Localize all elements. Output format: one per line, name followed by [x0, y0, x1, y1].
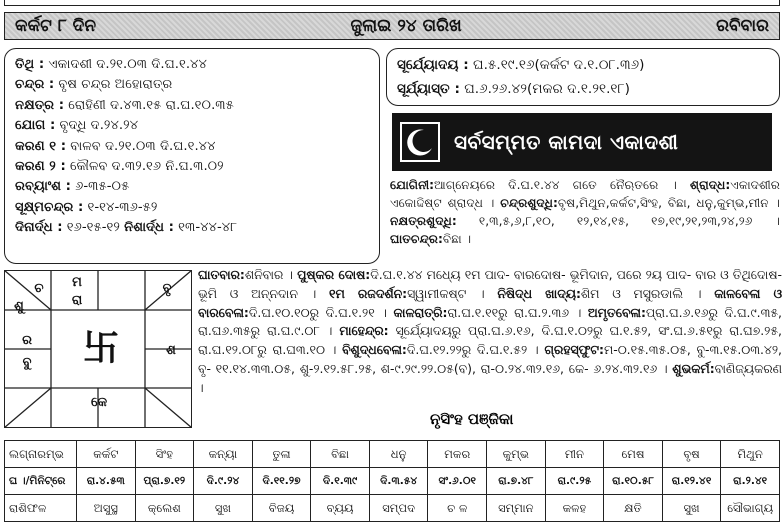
table-cell: ମେଷ	[604, 441, 663, 468]
time-row	[5, 468, 780, 495]
table-cell: ପ୍ରା.୭.୧୨	[135, 468, 194, 495]
table-cell: ସଂ.୬.୦୧	[428, 468, 487, 495]
table-cell: ରା.୨.୪୧	[721, 468, 780, 495]
table-cell: ଚ ଳ	[428, 495, 487, 522]
kundali-chart	[4, 270, 192, 428]
crescent-moon-icon	[400, 122, 440, 162]
table-cell: ବୃଷ	[662, 441, 721, 468]
sign-day: କର୍କଟ ୮ ଦିନ	[15, 16, 97, 36]
table-cell: କନ୍ୟା	[194, 441, 253, 468]
date-title: ଜୁଲାଇ ୨୪ ତାରିଖ	[350, 16, 462, 36]
sun-panel	[386, 48, 780, 106]
karana2-row: କରଣ ୨ : କୌଳବ ଦ.୩୨.୧୬ ନି.ଘ.୩.୦୨	[15, 159, 224, 175]
table-cell: ଦି.୧.୩୯	[311, 468, 370, 495]
table-cell: ବିଜୟ	[252, 495, 311, 522]
lagna-row	[5, 441, 780, 468]
swastika-icon: 卐	[82, 328, 119, 369]
table-cell: ମୀନ	[545, 441, 604, 468]
sunrise-row: ସୂର୍ଯ୍ୟୋଦୟ : ଘ.୫.୧୯.୧୬(କର୍କଟ ଦ.୧.୦୮.୩୬)	[397, 57, 645, 73]
table-cell: ଦି.୩.୫୪	[369, 468, 428, 495]
yoga-row: ଯୋଗ : ବୃଦ୍ଧି ଦ.୨୪.୨୪	[15, 118, 139, 134]
table-cell: ବ୍ୟୟ	[311, 495, 370, 522]
lagna-table	[4, 440, 780, 522]
table-cell: କର୍କଟ	[77, 441, 136, 468]
kundali-cell-top-right: ବୃ	[162, 281, 172, 296]
table-cell: ମକର	[428, 441, 487, 468]
rabyansha-row: ରବ୍ୟାଂଶ : ୬-୩୫-୦୫	[15, 179, 130, 195]
table-cell: ଦି.୯.୨୪	[194, 468, 253, 495]
dinardha-row: ଦିନାର୍ଦ୍ଧ : ୧୬-୧୫-୧୨ ନିଶାର୍ଦ୍ଧ : ୧୩-୪୪-୪୮	[15, 220, 238, 236]
table-cell: ମିଥୁନ	[721, 441, 780, 468]
table-cell: ସିଂହ	[135, 441, 194, 468]
weekday: ରବିବାର	[716, 16, 769, 36]
sukshmachandra-row: ସୂକ୍ଷ୍ମଚନ୍ଦ୍ର : ୧-୧୪-୩୬-୫୨	[15, 199, 158, 215]
sunset-row: ସୂର୍ଯ୍ୟାସ୍ତ : ଘ.୬.୨୬.୪୨(ମକର ଦ.୧.୨୧.୧୮)	[397, 81, 630, 97]
kundali-cell-top-mid-2: ରା	[71, 293, 83, 308]
table-cell: ଧନୁ	[369, 441, 428, 468]
top-table-edge	[4, 0, 780, 6]
table-cell: ବିଛା	[311, 441, 370, 468]
karana1-row: କରଣ ୧ : ବାଳବ ଦ.୨୧.୦୩ ଦି.ଘ.୧.୪୪	[15, 138, 216, 154]
kundali-cell-top-left: ଚ	[34, 281, 44, 296]
chandra-row: ଚନ୍ଦ୍ର : ବୃଷ ଚନ୍ଦ୍ର ଅହୋରାତ୍ର	[15, 77, 173, 93]
table-cell: ଅସୁସ୍ଥ	[77, 495, 136, 522]
table-cell: କଳହ	[545, 495, 604, 522]
banner-title: ସର୍ବସମ୍ମତ କାମଦା ଏକାଦଶୀ	[454, 130, 679, 154]
table-cell: ରା.୭.୪୮	[487, 468, 546, 495]
ghata-block: ଘାତବାର:ଶନିବାର । ପୁଷ୍କର ଦୋଷ:ଦି.ଘ.୧.୪୪ ମଧ୍ୟେ ୧ମ ପାଦ- ବାରଦୋଷ- ଭୂମିଦାନ, ପରେ ୨ୟ ପାଦ- ବାର ଓ ତିଥିଦୋଷ- ଭୂମି ଓ ଅନ୍ନଦାନ । ୧ମ ରଜଦର୍ଶନ:ସ୍ୱାମୀକଷ୍ଟ । ନିଷିଦ୍ଧ ଖାଦ୍ୟ:ଶିମ ଓ ମସୁରଡାଲି । କାଳବେଳା ଓ ବାରବେଳା:ଦି.ଘ.୧୦.୧୦ରୁ ଦି.ଘ.୧.୨୧ । କାଳରାତ୍ରି:ରା.ଘ.୧.୧୧ରୁ ରା.ଘ.୨.୩୬ । ଅମୃତବେଳା:ପ୍ରା.ଘ.୬.୧୬ରୁ ଦି.ଘ.୯.୩୫, ରା.ଘ୬.୩୫ରୁ ରା.ଘ.୯.୦୮ । ମାହେନ୍ଦ୍ର: ସୂର୍ଯ୍ୟୋଦୟରୁ ପ୍ରା.ଘ.୬.୧୬, ଦି.ଘ.୧.୦୨ରୁ ଘ.୧.୫୨, ସଂ.ଘ.୬.୫୧ରୁ ରା.ଘ୭.୨୫, ରା.ଘ.୧୨.୦୮ରୁ ରା.ଘ୩.୧୦ । ବିଶୁଦ୍ଧବେଳା:ଦି.ଘ.୧୨.୨୨ରୁ ଦି.ଘ.୧.୫୨ । ଗ୍ରହସ୍ଫୁଟ:ମ-୦.୧୫.୩୫.୦୫, ବୁ-୩.୧୫.୦୩.୪୨, ବୃ- ୧୧.୧୪.୩୩.୦୫, ଶୁ-୨.୧୨.୫୮.୨୫, ଶ-୯.୨୯.୨୨.୦୫(ବ), ରା-୦.୨୪.୩୨.୧୬, କେ- ୬.୨୪.୩୨.୧୬ । ଶୁଭକର୍ମ:ବାଣିଜ୍ୟକରଣ ।	[198, 267, 782, 395]
table-cell: ରାଶିଫଳ	[5, 495, 77, 522]
kundali-cell-top-mid-1: ମ	[72, 275, 82, 290]
table-cell: କୁମ୍ଭ	[487, 441, 546, 468]
table-cell: ଦି.୧୧.୨୭	[252, 468, 311, 495]
nakshatra-row: ନକ୍ଷତ୍ର : ରୋହିଣୀ ଦ.୪୩.୧୫ ରା.ଘ.୧୦.୩୫	[15, 97, 234, 113]
table-cell: ସୁଖ	[662, 495, 721, 522]
kundali-cell-right-mid: ଶ	[166, 343, 176, 358]
date-header	[4, 12, 780, 40]
fruit-row	[5, 495, 780, 522]
table-cell: ରା.୧୨.୪୧	[662, 468, 721, 495]
table-cell: ସୁଖ	[194, 495, 253, 522]
tithi-panel	[4, 48, 380, 264]
yogini-block: ଯୋଗିନୀ:ଆଗ୍ନେୟରେ ଦି.ଘ.୧.୪୪ ଗତେ ନୈଋତରେ । ଶ୍ରାଦ୍ଧ:ଏକାଦଶୀର ଏକୋଦ୍ଦିଷ୍ଟ ଶ୍ରାଦ୍ଧ । ଚନ୍ଦ୍ରଶୁଦ୍ଧି:ବୃଷ,ମିଥୁନ,କର୍କଟ,ସିଂହ, ବିଛା, ଧନୁ,କୁମ୍ଭ,ମୀନ । ନକ୍ଷତ୍ରଶୁଦ୍ଧି: ୧,୩,୫,୬,୮,୧୦, ୧୨,୧୪,୧୫, ୧୭,୧୯,୨୧,୨୩,୨୪,୨୬ । ଘାତଚନ୍ଦ୍ର:ବିଛା ।	[390, 178, 781, 246]
kundali-cell-left-mid-1: ର	[22, 333, 32, 348]
tithi-row: ତିଥି : ଏକାଦଶୀ ଦ.୨୧.୦୩ ଦି.ଘ.୧.୪୪	[15, 57, 207, 72]
table-cell: ସମ୍ମାନ	[487, 495, 546, 522]
table-cell: ରା.୪.୫୩	[77, 468, 136, 495]
table-cell: କ୍ଷତି	[604, 495, 663, 522]
table-cell: ରା.୯.୨୫	[545, 468, 604, 495]
kundali-cell-bottom-mid: କେ	[90, 395, 108, 410]
table-cell: ରା.୧୦.୫୮	[604, 468, 663, 495]
table-cell: ଘ ।/ମିନିଟ୍‌ରେ	[5, 468, 77, 495]
ekadashi-banner	[392, 113, 772, 171]
table-cell: କ୍ଲେଶ	[135, 495, 194, 522]
table-cell: ତୁଳା	[252, 441, 311, 468]
kundali-cell-left-upper: ଶୁ	[14, 299, 24, 314]
table-cell: ସମ୍ପଦ	[369, 495, 428, 522]
table-cell: ସୌଭାଗ୍ୟ	[721, 495, 780, 522]
publisher-watermark: ନୃସିଂହ ପଞ୍ଜିକା	[430, 410, 514, 428]
table-cell: ଲଗ୍ନାରମ୍ଭ	[5, 441, 77, 468]
kundali-cell-left-mid-2: ବୁ	[22, 355, 32, 370]
